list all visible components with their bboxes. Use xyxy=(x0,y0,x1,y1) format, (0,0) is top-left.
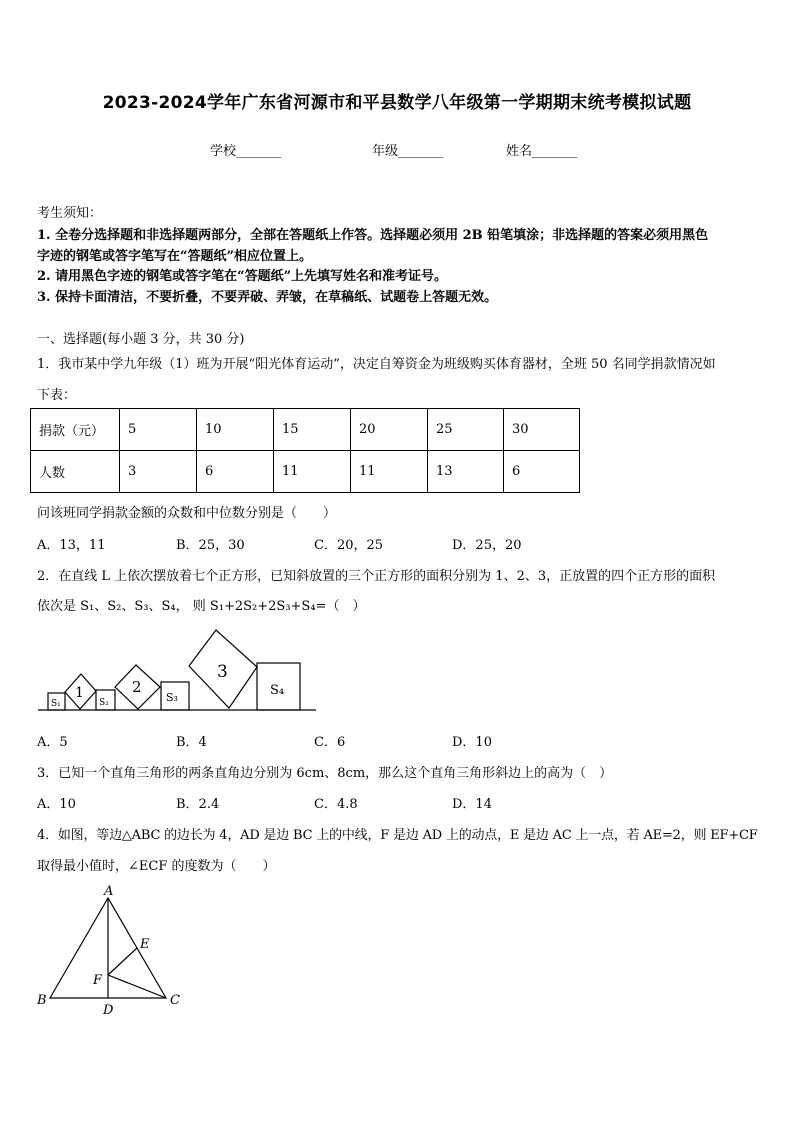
q2-text-2: 依次是 S₁、S₂、S₃、S₄， 则 S₁+2S₂+2S₃+S₄=（ ） xyxy=(37,599,366,614)
table-cell: 6 xyxy=(504,451,580,493)
q3-option-a: A．10 xyxy=(37,797,76,812)
notice-heading: 考生须知： xyxy=(37,206,103,221)
notice-item-1b: 字迹的钢笔或答字笔写在“答题纸”相应位置上。 xyxy=(37,249,312,264)
label-s2: S₂ xyxy=(99,698,109,708)
q1-option-b: B．25，30 xyxy=(176,538,245,553)
section-heading: 一、选择题(每小题 3 分，共 30 分) xyxy=(37,332,245,347)
triangle-figure xyxy=(30,880,190,1020)
table-cell: 6 xyxy=(197,451,274,493)
segment-fc xyxy=(108,975,166,998)
q4-text-2: 取得最小值时，∠ECF 的度数为（ ） xyxy=(37,859,276,874)
q3-option-b: B．2.4 xyxy=(176,797,220,812)
q1-option-c: C．20，25 xyxy=(314,538,384,553)
table-cell: 20 xyxy=(351,409,428,451)
donation-table xyxy=(30,408,580,493)
segment-fe xyxy=(108,948,137,975)
squares-figure xyxy=(0,620,330,720)
q2-option-d: D．10 xyxy=(452,735,492,750)
label-s3: S₃ xyxy=(166,691,178,704)
q2-text-1: 2．在直线 L 上依次摆放着七个正方形，已知斜放置的三个正方形的面积分别为 1、2、3，正放置的四个正方形的面积 xyxy=(37,569,716,584)
label-c: C xyxy=(170,993,180,1008)
table-cell: 30 xyxy=(504,409,580,451)
table-cell: 15 xyxy=(274,409,351,451)
notice-item-3: 3. 保持卡面清洁，不要折叠，不要弄破、弄皱，在草稿纸、试题卷上答题无效。 xyxy=(37,290,498,305)
grade-field: 年级_______ xyxy=(372,144,444,159)
table-cell: 11 xyxy=(274,451,351,493)
q2-option-b: B．4 xyxy=(176,735,207,750)
q1-text-1: 1．我市某中学九年级（1）班为开展“阳光体育运动”，决定自筹资金为班级购买体育器材，全班 50 名同学捐款情况如 xyxy=(37,357,716,372)
label-2: 2 xyxy=(132,678,142,696)
notice-item-1a: 1. 全卷分选择题和非选择题两部分，全部在答题纸上作答。选择题必须用 2B 铅笔填涂；非选择题的答案必须用黑色 xyxy=(37,228,709,243)
table-cell: 13 xyxy=(428,451,504,493)
label-e: E xyxy=(140,937,150,952)
q1-text-2: 下表： xyxy=(37,388,77,403)
q2-option-c: C．6 xyxy=(314,735,346,750)
label-s1: S₁ xyxy=(51,699,61,709)
label-b: B xyxy=(37,993,47,1008)
notice-item-2: 2. 请用黑色字迹的钢笔或答字笔在“答题纸”上先填写姓名和准考证号。 xyxy=(37,269,448,284)
table-row xyxy=(31,409,580,451)
table-cell: 10 xyxy=(197,409,274,451)
q1-option-a: A．13，11 xyxy=(37,538,106,553)
page-title: 2023-2024学年广东省河源市和平县数学八年级第一学期期末统考模拟试题 xyxy=(102,93,692,113)
table-cell: 11 xyxy=(351,451,428,493)
table-row xyxy=(31,451,580,493)
q3-text: 3．已知一个直角三角形的两条直角边分别为 6cm、8cm，那么这个直角三角形斜边上的高为（ ） xyxy=(37,766,613,781)
table-cell: 人数 xyxy=(31,451,120,493)
label-1: 1 xyxy=(75,685,84,701)
school-field: 学校_______ xyxy=(210,144,282,159)
table-cell: 3 xyxy=(120,451,197,493)
label-d: D xyxy=(103,1003,114,1018)
table-cell: 5 xyxy=(120,409,197,451)
table-cell: 25 xyxy=(428,409,504,451)
q3-option-d: D．14 xyxy=(452,797,492,812)
q2-option-a: A．5 xyxy=(37,735,68,750)
label-s4: S₄ xyxy=(270,683,285,698)
label-a: A xyxy=(104,884,114,899)
table-cell: 捐款（元） xyxy=(31,409,120,451)
q1-option-d: D．25，20 xyxy=(452,538,522,553)
name-field: 姓名_______ xyxy=(506,144,578,159)
q4-text-1: 4．如图，等边△ABC 的边长为 4，AD 是边 BC 上的中线，F 是边 AD 上的动点，E 是边 AC 上一点，若 AE=2，则 EF+CF xyxy=(37,828,758,843)
q3-option-c: C．4.8 xyxy=(314,797,358,812)
label-3: 3 xyxy=(217,662,228,682)
label-f: F xyxy=(93,973,103,988)
q1-question: 问该班同学捐款金额的众数和中位数分别是（ ） xyxy=(37,506,337,521)
